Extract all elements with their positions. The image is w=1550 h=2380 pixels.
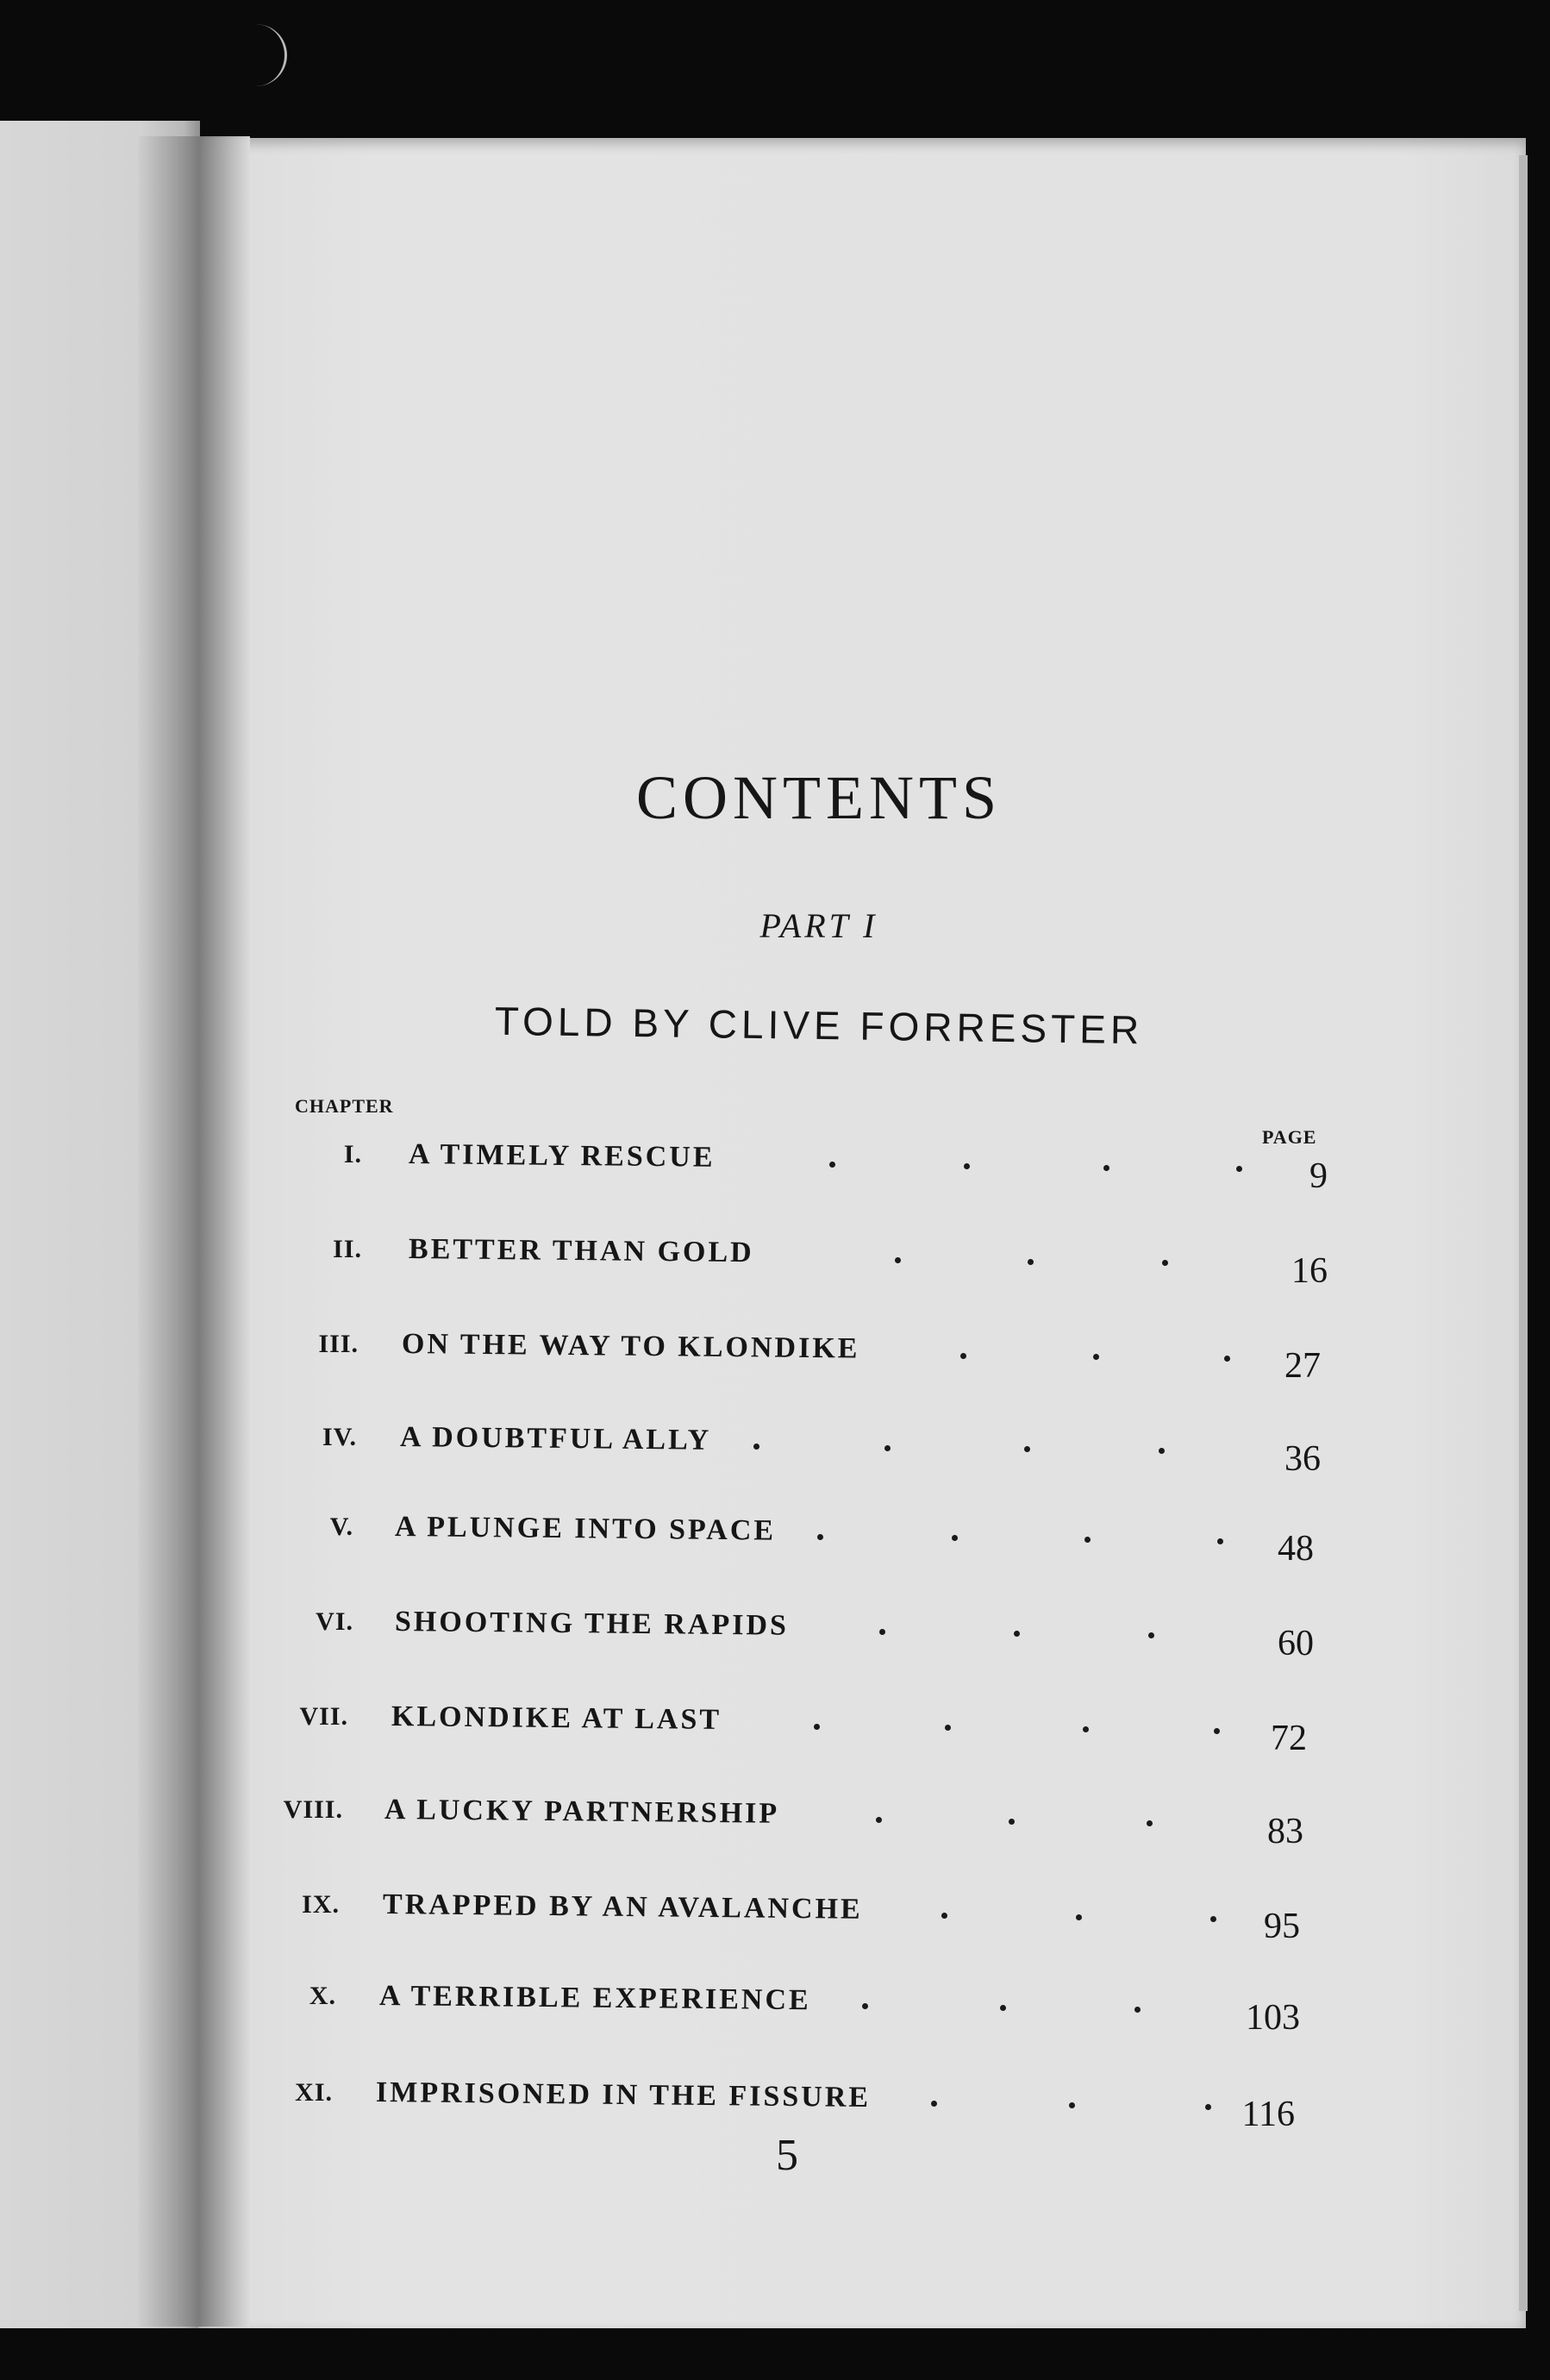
leader-dot bbox=[884, 1445, 891, 1451]
leader-dot bbox=[1083, 1726, 1089, 1732]
page-number-ref: 83 bbox=[1267, 1812, 1303, 1851]
toc-entry bbox=[0, 2076, 1550, 2134]
chapter-numeral: II. bbox=[333, 1235, 362, 1263]
page-number-ref: 27 bbox=[1284, 1346, 1321, 1386]
chapter-title: SHOOTING THE RAPIDS bbox=[394, 1606, 790, 1642]
part-title: PART I bbox=[759, 906, 878, 945]
chapter-numeral: VII. bbox=[299, 1702, 348, 1731]
toc-entry bbox=[0, 1700, 1550, 1758]
leader-dot bbox=[960, 1353, 966, 1359]
toc-entry bbox=[0, 1233, 1550, 1291]
chapter-numeral: I. bbox=[343, 1140, 362, 1168]
toc-entry bbox=[0, 1606, 1550, 1663]
leader-dot bbox=[876, 1817, 882, 1823]
leader-dot bbox=[1000, 2005, 1006, 2011]
narrator-line: TOLD BY CLIVE FORRESTER bbox=[494, 998, 1144, 1053]
chapter-title: A TIMELY RESCUE bbox=[408, 1138, 716, 1174]
leader-dot bbox=[879, 1629, 885, 1635]
leader-dot bbox=[945, 1725, 951, 1731]
toc-entry bbox=[0, 1980, 1550, 2038]
leader-dot bbox=[1014, 1631, 1020, 1637]
chapter-title: A DOUBTFUL ALLY bbox=[399, 1421, 712, 1456]
leader-dot bbox=[941, 1913, 947, 1919]
leader-dot bbox=[1224, 1356, 1230, 1362]
page-number: 5 bbox=[776, 2131, 798, 2180]
page-number-ref: 60 bbox=[1278, 1624, 1314, 1663]
leader-dot bbox=[814, 1724, 820, 1730]
leader-dot bbox=[952, 1535, 958, 1541]
page-number-ref: 36 bbox=[1284, 1439, 1321, 1479]
page-number-ref: 103 bbox=[1246, 1998, 1300, 2038]
chapter-title: TRAPPED BY AN AVALANCHE bbox=[382, 1888, 863, 1926]
leader-dot bbox=[829, 1162, 835, 1168]
leader-dot bbox=[1028, 1259, 1034, 1265]
leader-dot bbox=[1217, 1538, 1223, 1544]
leader-dot bbox=[1084, 1537, 1091, 1543]
page-number-ref: 9 bbox=[1309, 1156, 1328, 1196]
chapter-numeral: IX. bbox=[302, 1890, 340, 1919]
leader-dot bbox=[862, 2003, 868, 2009]
leader-dot bbox=[1069, 2102, 1075, 2108]
toc-entry bbox=[0, 1421, 1550, 1479]
chapter-title: IMPRISONED IN THE FISSURE bbox=[375, 2076, 872, 2114]
leader-dot bbox=[895, 1257, 901, 1263]
leader-dot bbox=[1024, 1446, 1030, 1452]
leader-dot bbox=[964, 1163, 970, 1169]
toc-entry bbox=[0, 1138, 1550, 1196]
leader-dot bbox=[1159, 1448, 1165, 1454]
page-number-ref: 48 bbox=[1278, 1529, 1314, 1569]
leader-dot bbox=[1214, 1728, 1220, 1734]
chapter-title: KLONDIKE AT LAST bbox=[391, 1700, 722, 1737]
page-number-ref: 72 bbox=[1271, 1719, 1307, 1758]
leader-dot bbox=[1205, 2104, 1211, 2110]
page-number-ref: 95 bbox=[1264, 1907, 1300, 1946]
toc-entry bbox=[0, 1794, 1550, 1851]
chapter-title: ON THE WAY TO KLONDIKE bbox=[401, 1328, 860, 1365]
page-column-header: PAGE bbox=[1262, 1126, 1317, 1148]
toc-entry bbox=[0, 1328, 1550, 1386]
leader-dot bbox=[1009, 1819, 1015, 1825]
chapter-numeral: IV. bbox=[322, 1423, 357, 1451]
leader-dot bbox=[1103, 1165, 1109, 1171]
leader-dot bbox=[1134, 2007, 1141, 2013]
leader-dot bbox=[1076, 1914, 1082, 1920]
scan-edge-mark bbox=[255, 24, 287, 86]
chapter-numeral: X. bbox=[309, 1982, 336, 2010]
leader-dot bbox=[1162, 1260, 1168, 1266]
page-number-ref: 116 bbox=[1241, 2095, 1295, 2134]
leader-dot bbox=[1147, 1820, 1153, 1826]
leader-dot bbox=[753, 1444, 759, 1450]
chapter-numeral: VIII. bbox=[283, 1795, 343, 1824]
leader-dot bbox=[1093, 1354, 1099, 1360]
chapter-column-header: CHAPTER bbox=[295, 1095, 394, 1117]
leader-dot bbox=[1210, 1916, 1216, 1922]
page-number-ref: 16 bbox=[1291, 1251, 1328, 1291]
chapter-numeral: VI. bbox=[316, 1607, 353, 1636]
chapter-numeral: III. bbox=[318, 1330, 359, 1358]
leader-dot bbox=[1148, 1632, 1154, 1638]
page-title: CONTENTS bbox=[636, 763, 1002, 832]
chapter-title: A PLUNGE INTO SPACE bbox=[394, 1511, 777, 1547]
chapter-title: A TERRIBLE EXPERIENCE bbox=[378, 1980, 811, 2017]
leader-dot bbox=[1236, 1166, 1242, 1172]
chapter-title: BETTER THAN GOLD bbox=[408, 1233, 754, 1269]
chapter-numeral: XI. bbox=[295, 2078, 333, 2107]
chapter-title: A LUCKY PARTNERSHIP bbox=[384, 1794, 780, 1830]
toc-entry bbox=[0, 1888, 1550, 1946]
chapter-numeral: V. bbox=[329, 1513, 353, 1541]
leader-dot bbox=[931, 2101, 937, 2107]
toc-entry bbox=[0, 1511, 1550, 1569]
leader-dot bbox=[817, 1534, 823, 1540]
